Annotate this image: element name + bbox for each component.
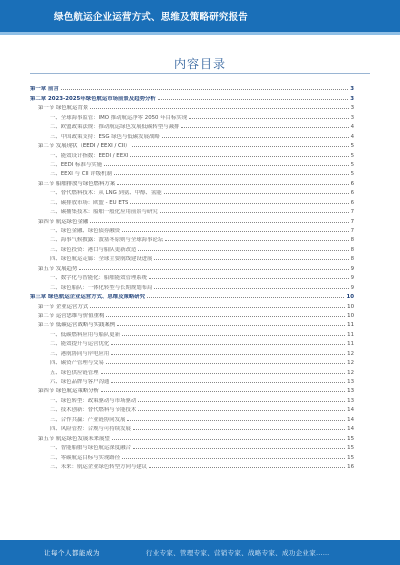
- toc-page-number: 6: [350, 190, 354, 197]
- toc-entry-label: 第二节 运营思维与价值重构: [38, 312, 105, 319]
- toc-page-number: 9: [350, 265, 354, 272]
- toc-title: 内容目录: [173, 57, 226, 71]
- toc-entry-label: 一、替代燃料技术：从 LNG 到氨、甲醇、氢能: [50, 190, 162, 197]
- toc-page-number: 9: [350, 284, 354, 291]
- toc-leader-dots: [61, 89, 348, 90]
- toc-page-number: 8: [350, 246, 354, 253]
- toc-page-number: 3: [350, 114, 354, 121]
- toc-entry[interactable]: [30, 92, 354, 101]
- toc-page-number: 15: [347, 454, 354, 461]
- toc-page-number: 5: [350, 171, 354, 178]
- toc-leader-dots: [133, 429, 345, 430]
- toc-page-number: 4: [350, 124, 354, 131]
- toc-entry-label: 第四节 绿色航运策略分析: [38, 388, 100, 395]
- toc-leader-dots: [164, 193, 349, 194]
- toc-entry[interactable]: [30, 394, 354, 403]
- toc-entry[interactable]: [30, 272, 354, 281]
- toc-leader-dots: [154, 259, 348, 260]
- toc-page-number: 12: [347, 369, 354, 376]
- toc-leader-dots: [111, 344, 345, 345]
- toc-page-number: 11: [347, 322, 354, 329]
- toc-page-number: 14: [347, 407, 354, 414]
- toc-entry-label: 四、绿色航运走廊：全球主要航线建设进展: [50, 256, 153, 263]
- toc-entry-label: 二、EEDI 标准与实施: [50, 161, 103, 168]
- toc-leader-dots: [181, 127, 348, 128]
- toc-leader-dots: [138, 410, 345, 411]
- toc-page-number: 6: [350, 199, 354, 206]
- toc-divider: [30, 73, 370, 74]
- toc-leader-dots: [189, 118, 348, 119]
- toc-entry-label: 二、欧盟政策法规：推动航运绿色发展低碳转型与减排: [50, 124, 180, 131]
- toc-page-number: 9: [350, 275, 354, 282]
- toc-entry[interactable]: [30, 310, 354, 319]
- toc-entry-label: 第一节 绿色航运背景: [38, 105, 89, 112]
- toc-page-number: 10: [347, 303, 354, 310]
- toc-entry-label: 第二章 2023-2025年绿色航运市场前景及趋势分析: [30, 95, 156, 102]
- report-title: 绿色航运企业运营方式、思维及策略研究报告: [54, 12, 249, 23]
- header-accent-bar: [0, 32, 400, 35]
- toc-entry-label: 三、港航协同与岸电应用: [50, 350, 110, 357]
- toc-entry-label: 第一章 前言: [30, 86, 59, 93]
- toc-page-number: 7: [350, 209, 354, 216]
- toc-page-number: 3: [350, 95, 354, 102]
- toc-page-number: 13: [347, 379, 354, 385]
- toc-entry-label: 六、绿色品牌与客户沟通: [50, 379, 110, 385]
- toc-entry[interactable]: [30, 300, 354, 309]
- toc-entry[interactable]: [30, 432, 354, 441]
- toc-leader-dots: [149, 467, 345, 468]
- toc-entry-label: 第二节 发展现状（EEDI / EEXI / CII）: [38, 143, 131, 150]
- toc-leader-dots: [90, 222, 348, 223]
- toc-leader-dots: [79, 269, 348, 270]
- toc-entry[interactable]: [30, 423, 354, 432]
- toc-entry[interactable]: [30, 149, 354, 158]
- toc-leader-dots: [165, 240, 348, 241]
- toc-leader-dots: [122, 231, 348, 232]
- toc-leader-dots: [117, 325, 345, 326]
- toc-entry[interactable]: [30, 159, 354, 168]
- toc-page-number: 11: [347, 331, 354, 338]
- toc-leader-dots: [130, 203, 348, 204]
- toc-entry-label: 三、碳捕集技术：船舶一般化应用前景与研究: [50, 209, 158, 216]
- toc-entry[interactable]: [30, 225, 354, 234]
- toc-entry[interactable]: [30, 328, 354, 337]
- toc-leader-dots: [122, 458, 345, 459]
- toc-leader-dots: [138, 401, 345, 402]
- toc-entry-label: 三、绿色投资：港口与船队更新改造: [50, 246, 137, 253]
- toc-entry[interactable]: [30, 338, 354, 347]
- toc-leader-dots: [149, 278, 349, 279]
- toc-leader-dots: [90, 307, 345, 308]
- toc-entry-label: 第五节 发展趋势: [38, 265, 78, 272]
- toc-page-number: 10: [347, 312, 354, 319]
- toc-entry[interactable]: [30, 461, 354, 470]
- toc-entry[interactable]: [30, 319, 354, 328]
- header-bar: [0, 0, 400, 32]
- toc-entry[interactable]: [30, 451, 354, 460]
- toc-page-number: 5: [350, 161, 354, 168]
- toc-entry[interactable]: [30, 121, 354, 130]
- toc-entry[interactable]: [30, 262, 354, 271]
- toc-entry[interactable]: [30, 385, 354, 394]
- toc-entry[interactable]: [30, 83, 354, 92]
- toc-entry[interactable]: [30, 243, 354, 252]
- toc-leader-dots: [158, 99, 348, 100]
- toc-entry[interactable]: [30, 366, 354, 375]
- toc-entry[interactable]: [30, 168, 354, 177]
- toc-leader-dots: [101, 391, 345, 392]
- toc-page-number: 4: [350, 133, 354, 140]
- toc-entry-label: 二、能效提升与运营优化: [50, 341, 110, 348]
- table-of-contents: [30, 83, 354, 470]
- toc-leader-dots: [101, 373, 346, 374]
- toc-entry[interactable]: [30, 111, 354, 120]
- toc-entry-label: 一、全球海事监管：IMO 推动航运净零 2050 年目标实现: [50, 114, 188, 121]
- toc-entry-label: 第四节 航运绿色金融: [38, 218, 89, 225]
- footer-bar: [0, 540, 400, 565]
- toc-entry[interactable]: [30, 234, 354, 243]
- toc-leader-dots: [122, 335, 345, 336]
- toc-entry-label: 一、低碳燃料应用与船队更新: [50, 331, 121, 338]
- toc-page-number: 7: [350, 228, 354, 234]
- toc-page-number: 15: [347, 435, 354, 442]
- toc-entry-label: 五、绿色供应链管理: [50, 369, 99, 376]
- toc-leader-dots: [111, 382, 345, 383]
- toc-entry[interactable]: [30, 177, 354, 186]
- toc-leader-dots: [90, 108, 348, 109]
- toc-page-number: 11: [347, 341, 354, 348]
- toc-entry-label: 四、风险管控：合规与可持续发展: [50, 426, 131, 433]
- toc-entry-label: 第三节 低碳运营战略与实践案例: [38, 322, 116, 329]
- footer-slogan: 让每个人都能成为: [44, 549, 100, 557]
- toc-entry-label: 三、中国政策支持：ESG 绿色与低碳发展战略: [50, 133, 160, 140]
- toc-entry[interactable]: [30, 442, 354, 451]
- toc-leader-dots: [138, 250, 348, 251]
- toc-entry[interactable]: [30, 413, 354, 422]
- toc-entry-label: 第五节 航运绿色发展未来展望: [38, 435, 110, 442]
- toc-page-number: 5: [350, 143, 354, 150]
- toc-page-number: 13: [347, 388, 354, 395]
- toc-page-number: 8: [350, 237, 354, 244]
- toc-entry[interactable]: [30, 376, 354, 385]
- toc-leader-dots: [154, 288, 348, 289]
- toc-leader-dots: [106, 316, 345, 317]
- toc-entry[interactable]: [30, 281, 354, 290]
- toc-leader-dots: [160, 212, 349, 213]
- toc-page-number: 3: [350, 105, 354, 112]
- toc-page-number: 15: [347, 445, 354, 452]
- toc-leader-dots: [147, 297, 344, 298]
- toc-entry-label: 二、技术创新：替代燃料与节能技术: [50, 407, 137, 414]
- toc-entry-label: 第三章 绿色航运企业运营方式、思维及策略研究: [30, 294, 146, 301]
- toc-entry-label: 二、海事气候披露：波塞冬原则与全球海事论坛: [50, 237, 164, 244]
- toc-page-number: 3: [350, 86, 354, 93]
- toc-page-number: 14: [347, 416, 354, 423]
- toc-entry-label: 四、碳资产管理与交易: [50, 360, 104, 367]
- toc-entry-label: 二、碳排放市场：欧盟 - EU ETS: [50, 199, 129, 206]
- toc-leader-dots: [130, 156, 348, 157]
- toc-entry-label: 一、能效设计指数：EEDI / EEXI: [50, 152, 129, 159]
- toc-entry[interactable]: [30, 357, 354, 366]
- toc-leader-dots: [106, 363, 345, 364]
- toc-page-number: 5: [350, 152, 354, 159]
- toc-entry-label: 三、合作共赢：产业链协同发展: [50, 416, 126, 423]
- toc-entry[interactable]: [30, 291, 354, 300]
- toc-page-number: 13: [347, 397, 354, 404]
- toc-entry-label: 第三节 船舶排放与绿色燃料方案: [38, 180, 116, 187]
- toc-page-number: 12: [347, 360, 354, 367]
- toc-entry-label: 第一节 企业运营方式: [38, 303, 89, 310]
- toc-page-number: 10: [346, 294, 354, 301]
- toc-entry[interactable]: [30, 140, 354, 149]
- toc-page-number: 6: [350, 180, 354, 187]
- toc-page-number: 8: [350, 256, 354, 263]
- toc-entry[interactable]: [30, 187, 354, 196]
- toc-entry-label: 一、绿色转型：政策驱动与市场驱动: [50, 397, 137, 404]
- toc-leader-dots: [111, 354, 345, 355]
- toc-entry[interactable]: [30, 404, 354, 413]
- toc-leader-dots: [127, 420, 345, 421]
- toc-entry[interactable]: [30, 102, 354, 111]
- toc-entry-label: 一、智能船舶与绿色航运深度融合: [50, 445, 131, 452]
- toc-entry[interactable]: [30, 215, 354, 224]
- toc-leader-dots: [133, 448, 345, 449]
- toc-leader-dots: [114, 174, 349, 175]
- toc-entry[interactable]: [30, 253, 354, 262]
- toc-leader-dots: [132, 146, 348, 147]
- toc-leader-dots: [112, 439, 345, 440]
- toc-entry-label: 二、零碳航运目标与实现路径: [50, 454, 121, 461]
- toc-entry[interactable]: [30, 347, 354, 356]
- toc-entry-label: 一、绿色金融、绿色债券融资: [50, 228, 121, 234]
- toc-entry-label: 三、EEXI 与 CII 评级机制: [50, 171, 112, 178]
- toc-entry-label: 二、绿色船队：一体化转型与长期规划布局: [50, 284, 153, 291]
- toc-page-number: 14: [347, 426, 354, 433]
- footer-tagline: 行业专家、管理专家、营销专家、战略专家、成功企业家……: [146, 549, 330, 557]
- toc-leader-dots: [162, 137, 349, 138]
- toc-leader-dots: [117, 184, 348, 185]
- toc-entry[interactable]: [30, 206, 354, 215]
- toc-leader-dots: [104, 165, 349, 166]
- toc-page-number: 12: [347, 350, 354, 357]
- toc-entry[interactable]: [30, 196, 354, 205]
- toc-entry[interactable]: [30, 130, 354, 139]
- toc-page-number: 16: [347, 463, 354, 470]
- toc-entry-label: 一、数字化与智能化：船舶能效管理系统: [50, 275, 148, 282]
- toc-page-number: 7: [350, 218, 354, 225]
- toc-entry-label: 三、未来：航运企业绿色转型方向与建议: [50, 463, 148, 470]
